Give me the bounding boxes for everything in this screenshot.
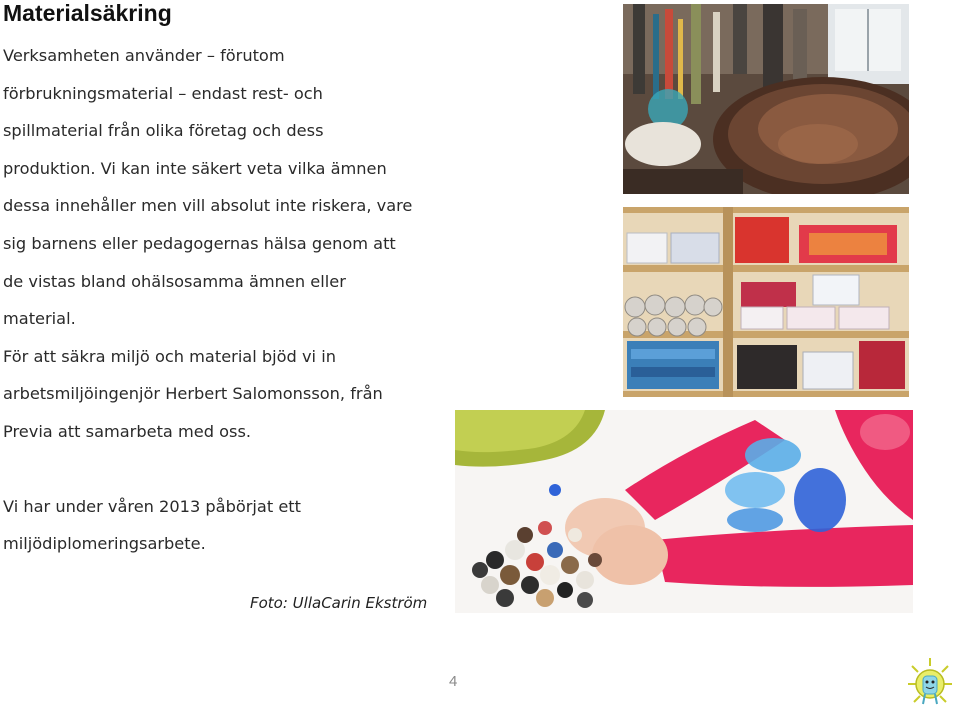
text-line: förbrukningsmaterial – endast rest- och (3, 83, 323, 103)
text-line: sig barnens eller pedagogernas hälsa genom att (3, 233, 396, 253)
text-line: Previa att samarbeta med oss. (3, 421, 252, 441)
text-line: För att säkra miljö och material bjöd vi in (3, 346, 336, 366)
text-line: Verksamheten använder – förutom (3, 46, 285, 65)
text-line: material. (3, 309, 76, 329)
sun-mascot-logo (906, 656, 954, 712)
text-line: produktion. Vi kan inte säkert veta vilka ämnen (3, 158, 387, 178)
photo-caption: Foto: UllaCarin Ekström (250, 594, 428, 612)
photo-scrap-materials (623, 4, 909, 194)
text-line: miljödiplomeringsarbete. (3, 534, 206, 554)
text-line: Vi har under våren 2013 påbörjat ett (3, 496, 301, 516)
text-line: arbetsmiljöingenjör Herbert Salomonsson, från (3, 384, 383, 404)
text-line: spillmaterial från olika företag och dess (3, 121, 324, 141)
paragraph-gap (3, 456, 443, 493)
text-line: de vistas bland ohälsosamma ämnen eller (3, 271, 346, 291)
photo-child-buttons (455, 410, 913, 613)
body-text (3, 42, 443, 568)
page-number: 4 (449, 673, 458, 690)
photo-craft-shelves (623, 207, 909, 397)
text-line: dessa innehåller men vill absolut inte riskera, vare (3, 196, 413, 216)
slide-title: Materialsäkring (3, 0, 172, 26)
